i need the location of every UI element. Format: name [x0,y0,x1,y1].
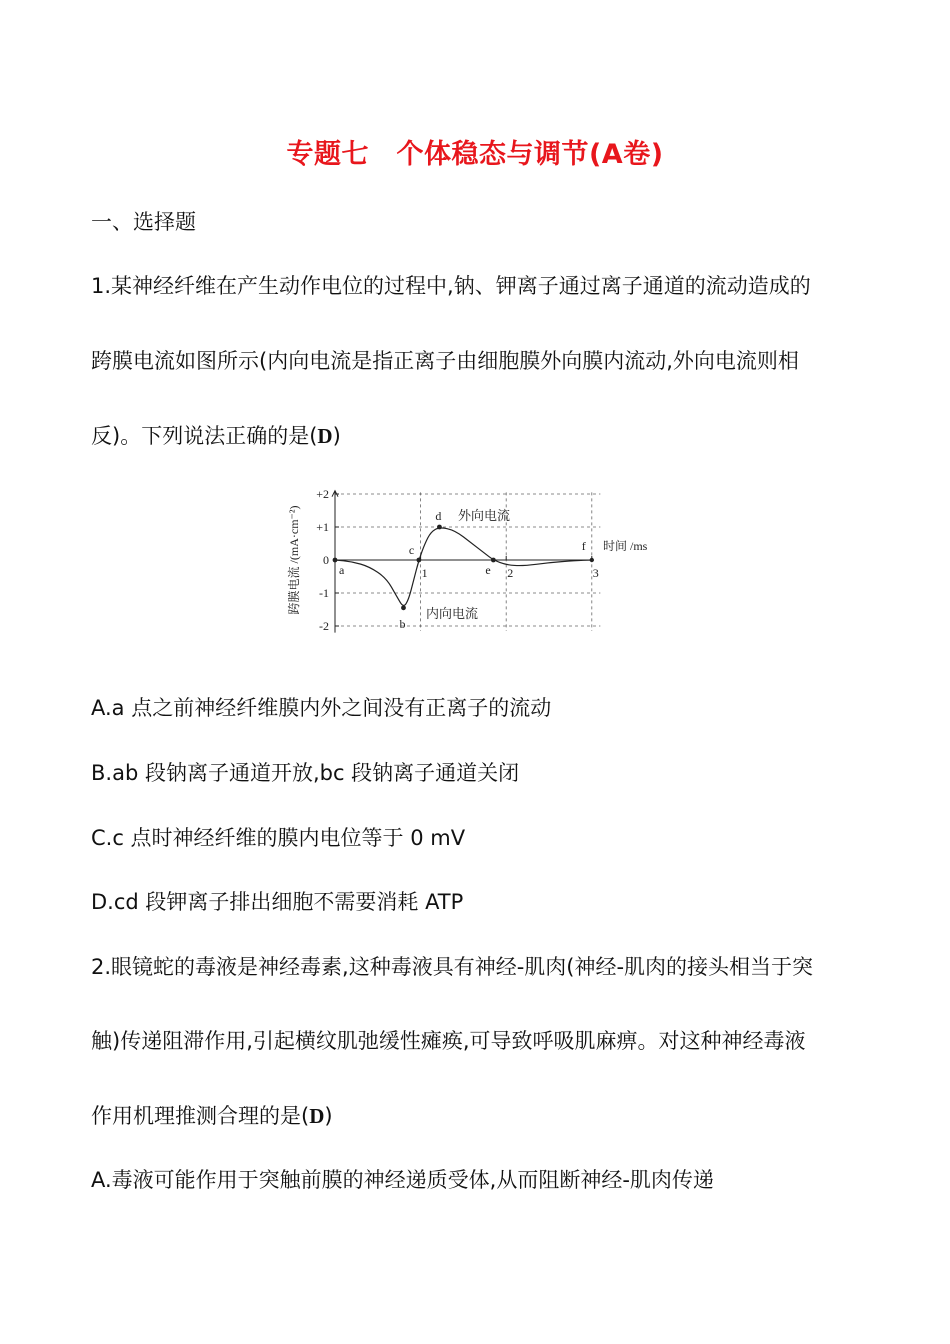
q1-stem-close: ) [332,424,341,448]
q1-option-a: A.a 点之前神经纤维膜内外之间没有正离子的流动 [91,696,552,720]
x-tick-label: 1 [421,566,428,580]
x-tick-label: 2 [507,566,514,580]
current-chart [280,480,680,650]
point-a [333,558,338,563]
y-tick-label: -2 [319,619,329,633]
q1-option-d: D.cd 段钾离子排出细胞不需要消耗 ATP [91,890,464,914]
page-title: 专题七 个体稳态与调节(A卷) [286,139,664,170]
q2-answer: D [309,1104,325,1128]
q1-option-b: B.ab 段钠离子通道开放,bc 段钠离子通道关闭 [91,761,520,785]
point-label-b: b [399,616,406,631]
q2-stem-line2: 触)传递阻滞作用,引起横纹肌弛缓性瘫痪,可导致呼吸肌麻痹。对这种神经毒液 [91,1029,806,1053]
point-d [437,525,442,530]
point-label-a: a [339,563,345,577]
point-b [401,605,406,610]
q1-stem-text: 反)。下列说法正确的是( [91,424,318,448]
point-label-c: c [408,543,415,557]
q2-stem-close: ) [324,1104,333,1128]
q2-stem-line1: 2.眼镜蛇的毒液是神经毒素,这种毒液具有神经-肌肉(神经-肌肉的接头相当于突 [91,955,814,979]
point-c [416,558,421,563]
q1-option-c: C.c 点时神经纤维的膜内电位等于 0 mV [91,826,466,850]
point-label-f: f [581,539,586,553]
point-label-e: e [485,563,491,577]
current-curve [335,528,592,605]
point-e [491,558,496,563]
x-axis-title: 时间 /ms [603,539,648,553]
y-tick-label: 0 [323,553,329,567]
y-tick-label: -1 [319,586,329,600]
annotation-inward: 内向电流 [426,606,479,621]
x-tick-label: 3 [592,566,599,580]
y-tick-label: +1 [316,520,329,534]
q1-answer: D [317,424,333,448]
y-axis-title: 跨膜电流 /(mA·cm⁻²) [287,505,301,615]
y-tick-label: +2 [316,487,329,501]
q1-stem-line1: 1.某神经纤维在产生动作电位的过程中,钠、钾离子通过离子通道的流动造成的 [91,274,811,298]
annotation-outward: 外向电流 [458,508,511,523]
chart-marks [333,525,592,611]
point-label-d: d [435,509,442,523]
q2-stem-line3 [91,1100,333,1130]
q1-stem-line3 [91,420,341,450]
q2-option-a: A.毒液可能作用于突触前膜的神经递质受体,从而阻断神经-肌肉传递 [91,1168,714,1192]
q1-stem-line2: 跨膜电流如图所示(内向电流是指正离子由细胞膜外向膜内流动,外向电流则相 [91,349,799,373]
section-heading: 一、选择题 [91,210,196,234]
q2-stem-text: 作用机理推测合理的是( [91,1104,310,1128]
